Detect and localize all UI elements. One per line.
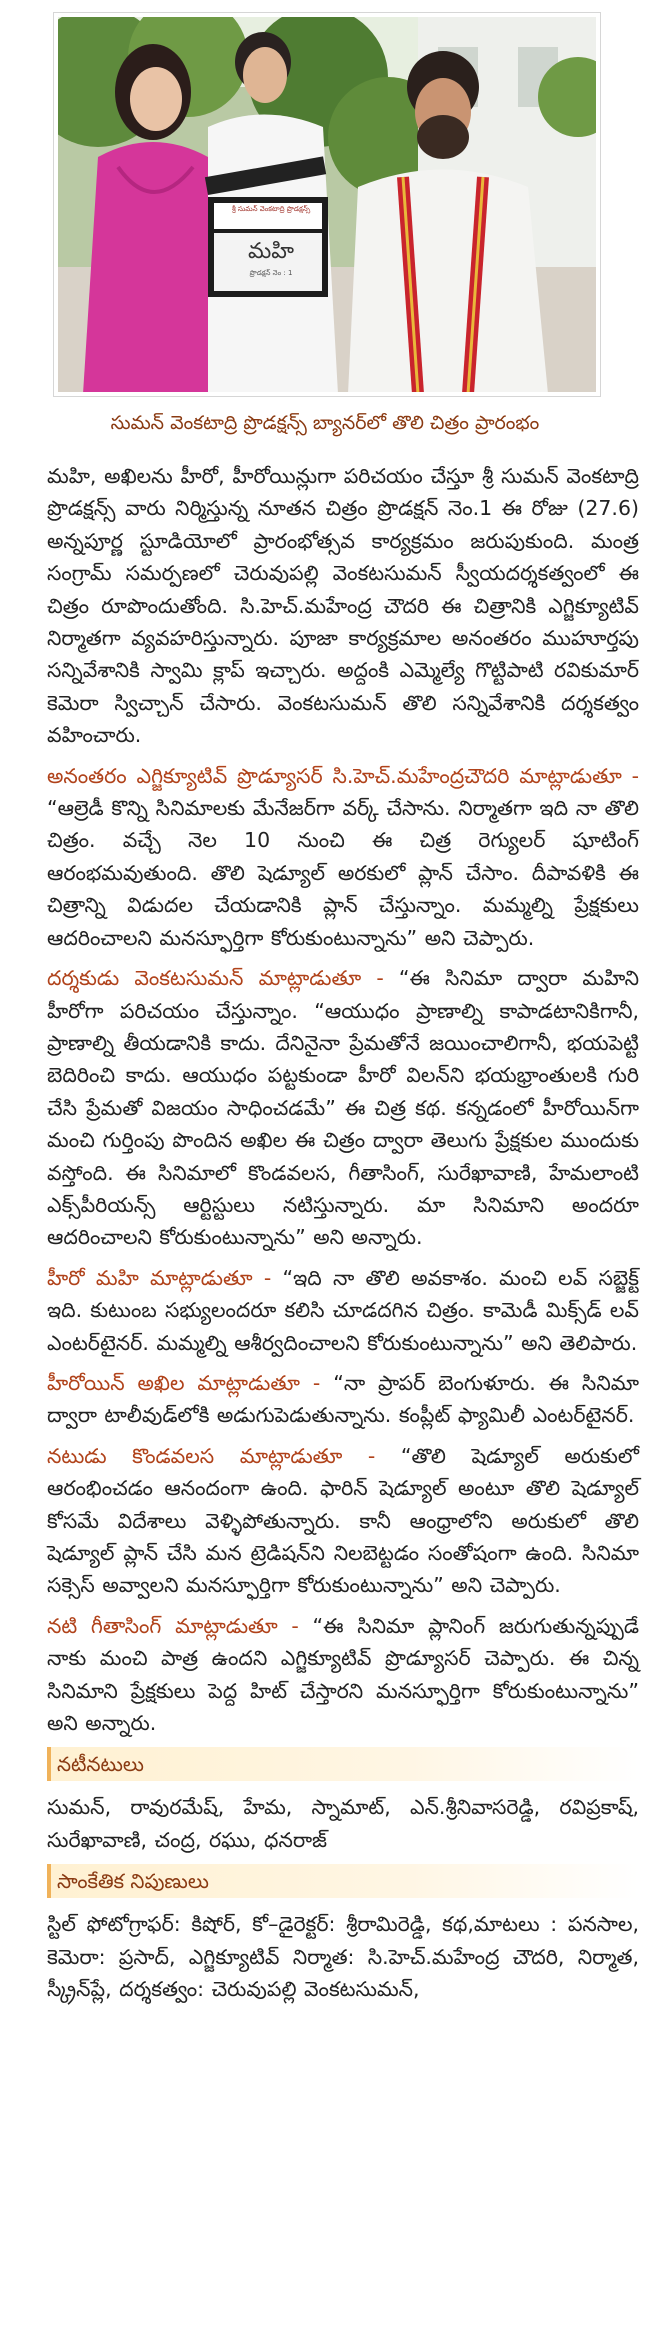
- clapboard-title: మహి: [247, 239, 294, 264]
- cast-heading: నటీనటులు: [47, 1747, 639, 1781]
- paragraph-text: “నా ప్రాపర్ బెంగుళూరు. ఈ సినిమా ద్వారా టాలీవుడ్‌లోకి అడుగుపెడుతున్నాను. కంప్లీట్ ఫ్యామిలీ ఎంటర్‌టైనర్.: [47, 1370, 639, 1428]
- clapboard-banner: శ్రీ సుమన్ వెంకటాద్రి ప్రొడక్షన్స్: [231, 205, 311, 213]
- event-photo: [58, 17, 596, 392]
- speaker-label: అనంతరం ఎగ్జిక్యూటివ్ ప్రొడ్యూసర్ సి.హెచ్.మహేంద్రచౌదరి మాట్లాడుతూ -: [47, 763, 639, 788]
- paragraph-executive-producer: [47, 760, 639, 954]
- photo-frame: [53, 12, 601, 397]
- paragraph-heroine: [47, 1367, 639, 1432]
- paragraph-intro: [47, 460, 639, 752]
- cast-list: సుమన్, రావురమేష్, హేమ, స్నామాట్, ఎన్.శ్రీనివాసరెడ్డి, రవిప్రకాష్, సురేఖావాణి, చంద్ర, రఘు, ధనరాజ్: [47, 1795, 639, 1852]
- speaker-label: నటి గీతాసింగ్ మాట్లాడుతూ -: [47, 1613, 299, 1638]
- speaker-label: నటుడు కొండవలస మాట్లాడుతూ -: [47, 1443, 376, 1468]
- speaker-label: దర్శకుడు వెంకటసుమన్ మాట్లాడుతూ -: [47, 966, 384, 991]
- speaker-label: హీరో మహి మాట్లాడుతూ -: [47, 1265, 272, 1290]
- photo-caption: సుమన్ వెంకటాద్రి ప్రొడక్షన్స్ బ్యానర్‌లో తొలి చిత్రం ప్రారంభం: [110, 412, 540, 434]
- paragraph-text: “తొలి షెడ్యూల్ అరుకులో ఆరంభించడం ఆనందంగా ఉంది. ఫారిన్ షెడ్యూల్ అంటూ తొలి షెడ్యూల్ కోసమే విదేశాలు వెళ్ళిపోతున్నారు. కానీ ఆంధ్రాలోని అరుకులో తొలి షెడ్యూల్ ప్లాన్ చేసి మన ట్రెడిషన్‌ని నిలబెట్టడం సంతోషంగా ఉంది. సినిమా సక్సెస్ అవ్వాలని మనస్ఫూర్తిగా కోరుకుంటున్నాను” అని చెప్పారు.: [47, 1443, 639, 1598]
- paragraph-actress-geethasingh: [47, 1610, 639, 1740]
- crew-list: స్టిల్ ఫోటోగ్రాఫర్: కిషోర్, కో–డైరెక్టర్: శ్రీరామిరెడ్డి, కథ,మాటలు : పనసాల, కెమెరా: ప్రసాద్, ఎగ్జిక్యూటివ్ నిర్మాత: సి.హెచ్.మహేంద్ర చౌదరి, నిర్మాత, స్క్రీన్‌ప్లే, దర్శకత్వం: చెరువుపల్లి వెంకటసుమన్,: [47, 1912, 639, 2002]
- crew-heading: సాంకేతిక నిపుణులు: [47, 1864, 639, 1898]
- clapboard-sub: ప్రొడక్షన్ నెం : 1: [249, 269, 293, 277]
- paragraph-text: మహి, అఖిలను హీరో, హీరోయిన్లుగా పరిచయం చేస్తూ శ్రీ సుమన్ వెంకటాద్రి ప్రొడక్షన్స్ వారు నిర్మిస్తున్న నూతన చిత్రం ప్రొడక్షన్ నెం.1 ఈ రోజు (27.6) అన్నపూర్ణ స్టూడియోలో ప్రారంభోత్సవ కార్యక్రమం జరుపుకుంది. మంత్ర సంగ్రామ్ సమర్పణలో చెరువుపల్లి వెంకటసుమన్ స్వీయదర్శకత్వంలో ఈ చిత్రం రూపొందుతోంది. సి.హెచ్.మహేంద్ర చౌదరి ఈ చిత్రానికి ఎగ్జిక్యూటివ్ నిర్మాతగా వ్యవహరిస్తున్నారు. పూజా కార్యక్రమాల అనంతరం ముహూర్తపు సన్నివేశానికి స్వామి క్లాప్ ఇచ్చారు. అద్దంకి ఎమ్మెల్యే గొట్టిపాటి రవికుమార్ కెమెరా స్విచ్చాన్ చేసారు. వెంకటసుమన్ తొలి సన్నివేశానికి దర్శకత్వం వహించారు.: [47, 464, 639, 748]
- paragraph-text: “ఈ సినిమా ద్వారా మహిని హీరోగా పరిచయం చేస్తున్నాం. “ఆయుధం ప్రాణాల్ని కాపాడటానికిగానీ, ప్రాణాల్ని తీయడానికి కాదు. దేనినైనా ప్రేమతోనే జయించాలిగానీ, భయపెట్టి బెదిరించి కాదు. ఆయుధం పట్టకుండా హీరో విలన్‌ని భయభ్రాంతులకి గురి చేసి ప్రేమతో విజయం సాధించడమే” ఈ చిత్ర కథ. కన్నడంలో హీరోయిన్‌గా మంచి గుర్తింపు పొందిన అఖిల ఈ చిత్రం ద్వారా తెలుగు ప్రేక్షకుల ముందుకు వస్తోంది. ఈ సినిమాలో కొండవలస, గీతాసింగ్, సురేఖావాణి, హేమలాంటి ఎక్స్‌పీరియన్స్ ఆర్టిస్టులు నటిస్తున్నారు. మా సినిమాని అందరూ ఆదరించాలని కోరుకుంటున్నాను” అని అన్నారు.: [47, 966, 639, 1250]
- paragraph-hero: [47, 1262, 639, 1359]
- paragraph-text: “ఆల్రెడీ కొన్ని సినిమాలకు మేనేజర్‌గా వర్క్ చేసాను. నిర్మాతగా ఇది నా తొలి చిత్రం. వచ్చే నెల 10 నుంచి ఈ చిత్ర రెగ్యులర్ షూటింగ్ ఆరంభమవుతుంది. తొలి షెడ్యూల్ అరకులో ప్లాన్ చేసాం. దీపావళికి ఈ చిత్రాన్ని విడుదల చేయడానికి ప్లాన్ చేస్తున్నాం. మమ్మల్ని ప్రేక్షకులు ఆదరించాలని మనస్ఫూర్తిగా కోరుకుంటున్నాను” అని చెప్పారు.: [47, 796, 639, 950]
- speaker-label: హీరోయిన్ అఖిల మాట్లాడుతూ -: [47, 1370, 321, 1395]
- paragraph-text: “ఈ సినిమా ప్లానింగ్ జరుగుతున్నప్పుడే నాకు మంచి పాత్ర ఉందని ఎగ్జిక్యూటివ్ ప్రొడ్యూసర్ చెప్పారు. ఈ చిన్న సినిమాని ప్రేక్షకులు పెద్ద హిట్ చేస్తారని మనస్ఫూర్తిగా కోరుకుంటున్నాను” అని అన్నారు.: [47, 1613, 639, 1736]
- paragraph-actor-kondavalasa: [47, 1440, 639, 1602]
- paragraph-text: “ఇది నా తొలి అవకాశం. మంచి లవ్ సబ్జెక్ట్ ఇది. కుటుంబ సభ్యులందరూ కలిసి చూడదగిన చిత్రం. కామెడీ మిక్స్‌డ్ లవ్ ఎంటర్‌టైనర్. మమ్మల్ని ఆశీర్వదించాలని కోరుకుంటున్నాను” అని తెలిపారు.: [47, 1265, 639, 1355]
- article-body: [47, 460, 639, 2013]
- paragraph-director: [47, 962, 639, 1254]
